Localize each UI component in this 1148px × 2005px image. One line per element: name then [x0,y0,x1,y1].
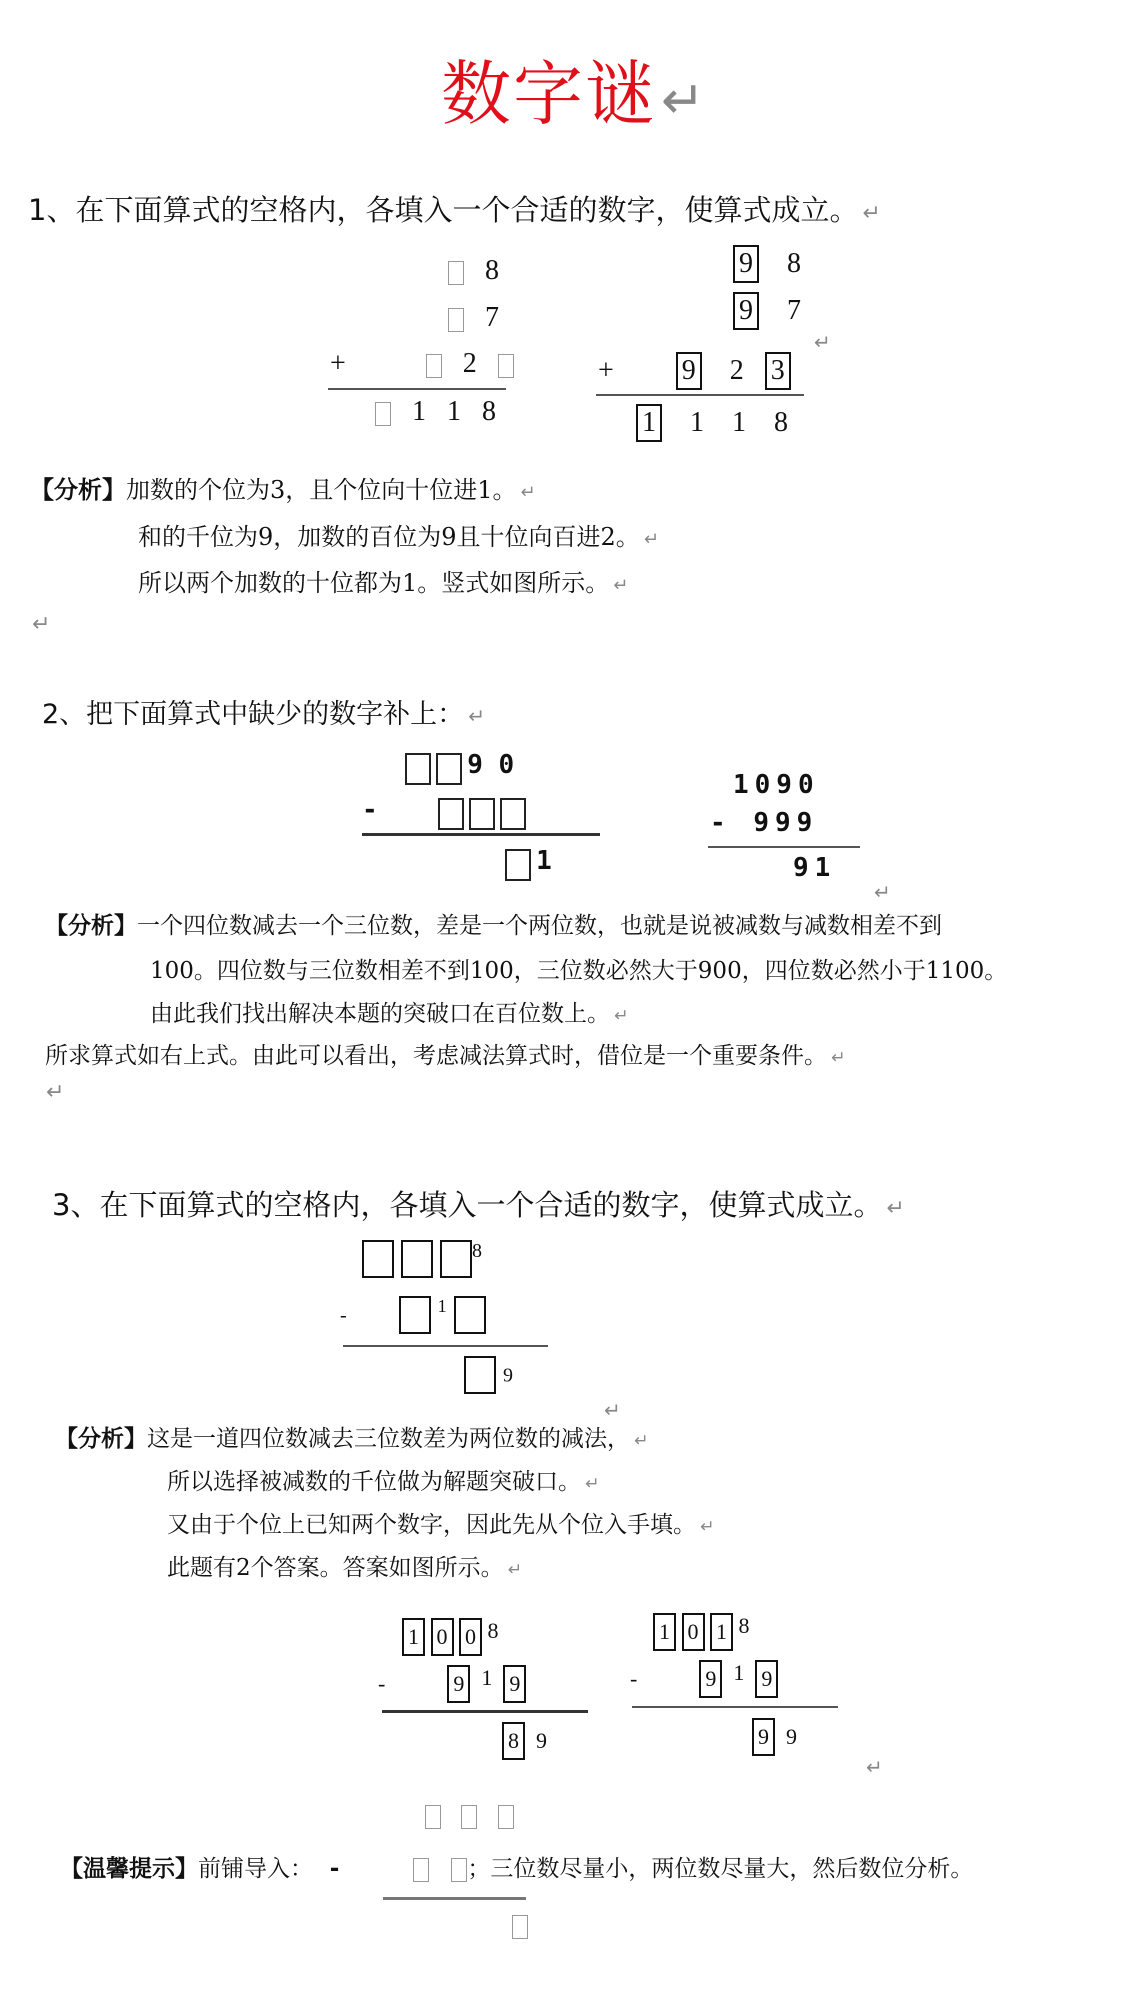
filled-digit: 1 [636,404,662,442]
answer-1-row1 [402,1618,499,1656]
minus-sign: - [340,1304,347,1327]
q2-puzzle-row1 [405,750,514,785]
return-mark-icon: ↵ [700,1517,715,1537]
q2-analysis-line-2 [150,952,1007,985]
blank-box [461,1805,477,1829]
digits: 9 0 [467,750,515,780]
blank-box [454,1296,486,1334]
return-mark-icon: ↵ [32,612,51,637]
digit: 1 [732,407,746,438]
return-mark-icon: ↵ [613,575,629,596]
difference-line [632,1706,838,1708]
q2-analysis-line-3 [150,995,628,1028]
return-mark-icon: ↵ [643,529,659,550]
q1-analysis-line-3 [138,563,628,598]
filled-digit: 0 [431,1618,454,1656]
analysis-label: 【分析】 [30,475,126,504]
tip-line [60,1850,973,1883]
blank-box [413,1858,429,1882]
answer-2-row2 [630,1660,778,1698]
analysis-text: 这是一道四位数减去三位数差为两位数的减法， [147,1426,630,1452]
return-mark-icon: ↵ [520,482,536,503]
analysis-text: 由此我们找出解决本题的突破口在百位数上。 [150,1001,610,1027]
blank-box [469,798,495,830]
difference-line [382,1710,588,1713]
digit: 8 [787,248,801,279]
digit: 1 [481,1665,493,1690]
filled-digit: 9 [755,1660,778,1698]
q1-solution-row2 [733,292,801,330]
answer-1-row2 [378,1665,526,1703]
digit: 2 [462,348,477,379]
return-mark-icon: ↵ [831,1048,846,1068]
return-mark-icon: ↵ [585,1474,600,1494]
blank-box [438,798,464,830]
return-mark-icon: ↵ [634,1431,649,1451]
q2-puzzle-result [505,846,552,881]
sum-line [596,394,804,396]
q2-analysis-line-1 [45,907,942,940]
blank-box [464,1356,496,1394]
sum-line [328,388,506,390]
filled-digit: 0 [682,1613,705,1651]
answer-2-row1 [653,1613,750,1651]
blank-box [451,1858,467,1882]
return-mark-icon: ↵ [46,1080,65,1105]
analysis-text: 此题有2个答案。答案如图所示。 [167,1555,504,1581]
q3-analysis-line-4 [167,1549,522,1582]
digit: 2 [729,355,744,386]
question-3-text: 3、在下面算式的空格内，各填入一个合适的数字，使算式成立。 [52,1188,883,1222]
analysis-text: 所求算式如右上式。由此可以看出，考虑减法算式时，借位是一个重要条件。 [45,1043,827,1069]
q2-solution-row2 [710,808,818,838]
blank-box [448,308,464,332]
analysis-text: 一个四位数减去一个三位数，差是一个两位数，也就是说被减数与减数相差不到 [137,913,942,939]
digit: 1 [437,1296,447,1316]
blank-box [399,1296,431,1334]
return-mark-icon: ↵ [468,704,486,728]
blank-box [375,402,391,426]
q1-analysis-line-2 [138,517,659,552]
question-2-text: 2、把下面算式中缺少的数字补上： [42,699,465,730]
digit: 9 [536,1728,547,1753]
q1-puzzle-row3 [330,348,514,380]
filled-digit: 0 [459,1618,482,1656]
filled-digit: 3 [765,352,791,390]
blank-box [436,753,462,785]
q1-puzzle-row2 [448,302,499,334]
question-3 [52,1183,905,1224]
tip-lead: 前铺导入： [198,1856,313,1882]
tip-result [512,1915,528,1939]
filled-digit: 1 [710,1613,733,1651]
blank-box [401,1240,433,1278]
digit: 8 [487,1618,499,1643]
minus-sign: - [327,1856,342,1882]
digit: 1 [447,396,461,427]
analysis-text: 所以选择被减数的千位做为解题突破口。 [167,1469,581,1495]
tip-text: ；三位数尽量小，两位数尽量大，然后数位分析。 [467,1856,974,1882]
digit: 7 [787,295,801,326]
digit: 1 [690,407,704,438]
q2-solution-result: 91 [793,853,837,883]
digit: 9 [503,1364,513,1387]
digit: 8 [738,1613,750,1638]
blank-box [498,354,514,378]
plus-sign: + [330,348,346,379]
digit: 9 [786,1724,797,1749]
filled-digit: 8 [502,1722,525,1760]
minus-sign: - [630,1666,638,1691]
minus-sign: - [362,795,378,825]
question-1-text: 1、在下面算式的空格内，各填入一个合适的数字，使算式成立。 [28,193,859,227]
answer-1-result [502,1722,547,1760]
blank-box [405,753,431,785]
difference-line [343,1345,548,1347]
minus-sign: - [710,808,732,838]
q3-puzzle-row1 [362,1240,482,1278]
return-mark-icon: ↵ [614,1006,629,1026]
filled-digit: 9 [503,1665,526,1703]
q1-analysis-line-1 [30,470,536,505]
digit: 8 [482,396,496,427]
q2-solution-row1: 1090 [733,770,820,800]
digit: 1 [733,1660,745,1685]
return-mark-icon: ↵ [886,1196,905,1221]
q1-puzzle-result [375,396,496,428]
blank-box [500,798,526,830]
answer-2-result [752,1718,797,1756]
digit: 1 [536,846,552,876]
filled-digit: 9 [733,292,759,330]
question-1 [28,188,881,229]
filled-digit: 1 [402,1618,425,1656]
return-mark-icon: ↵ [814,330,831,354]
blank-box [512,1915,528,1939]
digit: 8 [485,255,499,286]
return-mark-icon: ↵ [507,1560,523,1580]
blank-box [505,849,531,881]
blank-box [426,354,442,378]
analysis-text: 加数的个位为3，且个位向十位进1。 [126,476,517,504]
q3-puzzle-result [464,1356,513,1394]
analysis-text: 所以两个加数的十位都为1。竖式如图所示。 [138,569,610,597]
tip-row1 [425,1805,514,1829]
return-mark-icon: ↵ [661,70,707,131]
q1-solution-result [636,404,788,442]
analysis-label: 【分析】 [45,912,137,939]
filled-digit: 9 [699,1660,722,1698]
return-mark-icon: ↵ [862,201,881,226]
digits: 999 [753,808,819,838]
digit: 7 [485,302,499,333]
analysis-text: 和的千位为9，加数的百位为9且十位向百进2。 [138,523,640,551]
return-mark-icon: ↵ [874,880,891,904]
blank-box [448,261,464,285]
blank-box [440,1240,472,1278]
q2-puzzle-row2 [362,795,526,830]
q1-solution-row3 [598,352,791,390]
tip-label: 【温馨提示】 [60,1855,198,1882]
filled-digit: 9 [752,1718,775,1756]
page-title [0,38,1148,139]
question-2 [42,692,485,731]
q3-puzzle-row2 [340,1296,486,1334]
analysis-text: 100。四位数与三位数相差不到100，三位数必然大于900，四位数必然小于1100。 [150,958,1008,984]
digit: 8 [774,407,788,438]
difference-line [708,846,860,848]
blank-box [425,1805,441,1829]
filled-digit: 1 [653,1613,676,1651]
analysis-text: 又由于个位上已知两个数字，因此先从个位入手填。 [167,1512,696,1538]
analysis-label: 【分析】 [55,1425,147,1452]
filled-digit: 9 [676,352,702,390]
q3-analysis-line-3 [167,1506,714,1539]
q3-analysis-line-2 [167,1463,599,1496]
filled-digit: 9 [447,1665,470,1703]
digit: 1 [412,396,426,427]
title-text: 数字谜 [441,53,657,135]
digit: 8 [472,1240,482,1262]
difference-line [362,833,600,836]
minus-sign: - [378,1671,386,1696]
blank-box [498,1805,514,1829]
filled-digit: 9 [733,245,759,283]
q1-puzzle-row1 [448,255,499,287]
difference-line [383,1897,526,1900]
q1-solution-row1 [733,245,801,283]
q3-analysis-line-1 [55,1420,648,1453]
plus-sign: + [598,355,614,386]
blank-box [362,1240,394,1278]
return-mark-icon: ↵ [604,1398,621,1422]
q2-analysis-line-4 [45,1037,845,1070]
return-mark-icon: ↵ [866,1755,883,1779]
